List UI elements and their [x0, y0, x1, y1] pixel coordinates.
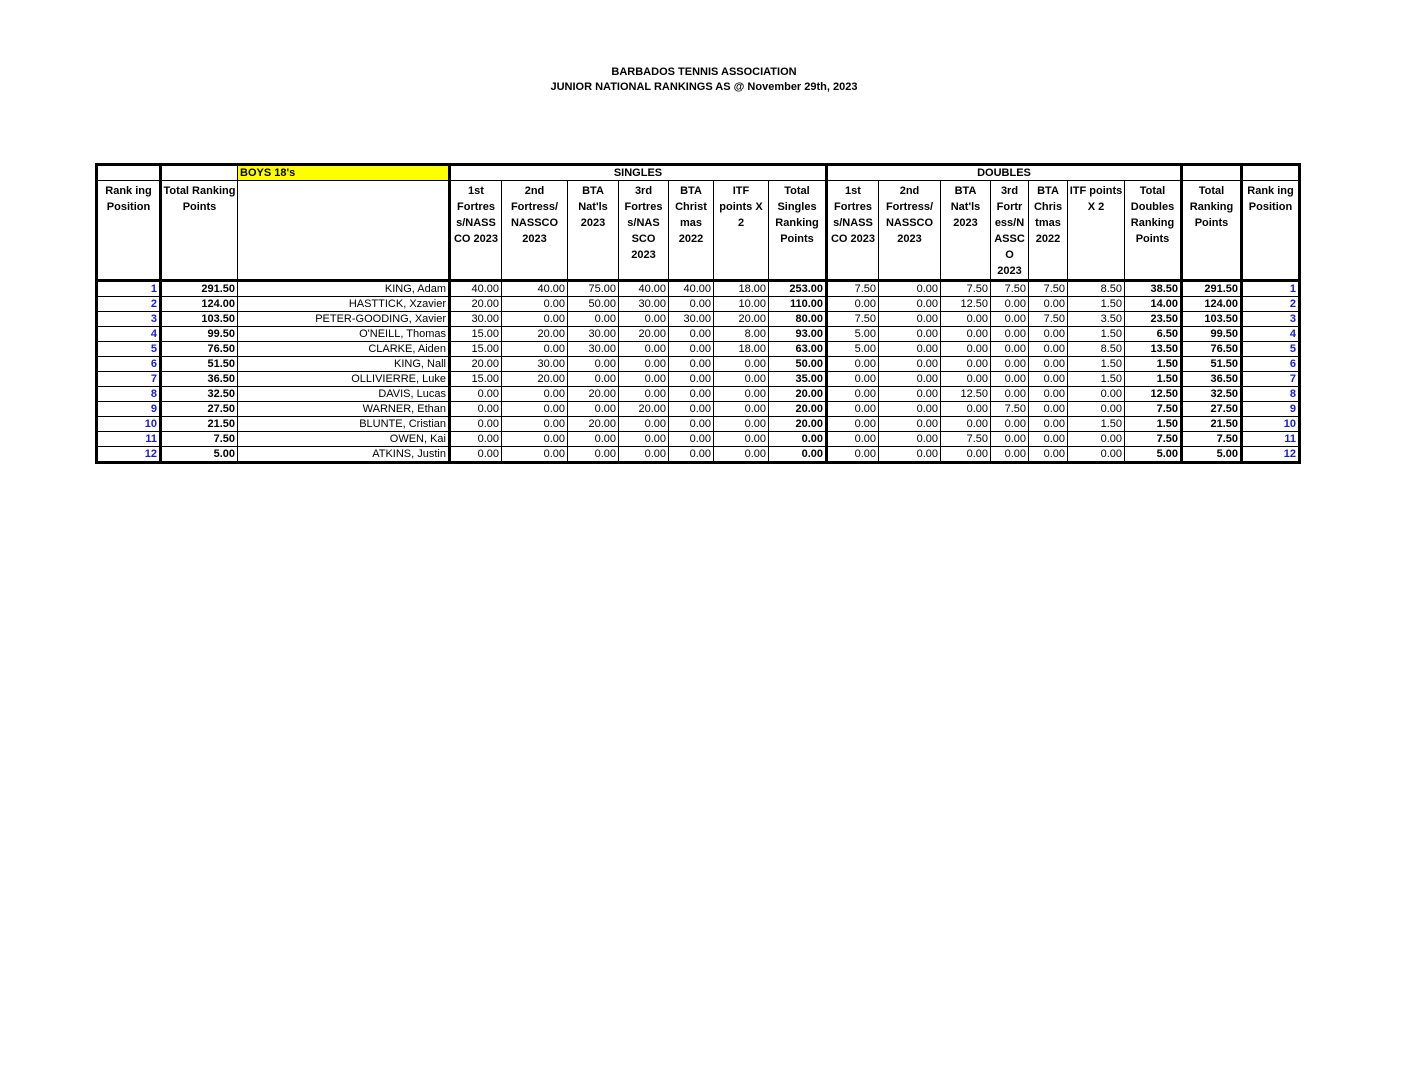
cell-d-bta-nat: 12.50	[941, 297, 991, 312]
cell-total-right: 21.50	[1182, 417, 1242, 432]
cell-total-right: 36.50	[1182, 372, 1242, 387]
cell-d-bta-xmas: 0.00	[1029, 417, 1068, 432]
cell-s-fort3: 0.00	[619, 372, 669, 387]
cell-s-bta-nat: 20.00	[568, 387, 619, 402]
cell-total-left: 32.50	[161, 387, 238, 402]
cell-player-name: BLUNTE, Cristian	[238, 417, 450, 432]
cell-rank-left: 3	[97, 312, 161, 327]
cell-total-right: 27.50	[1182, 402, 1242, 417]
cell-d-fort1: 7.50	[827, 281, 879, 297]
cell-s-itf: 0.00	[714, 417, 769, 432]
cell-s-fort2: 0.00	[502, 342, 568, 357]
cell-d-bta-nat: 0.00	[941, 372, 991, 387]
cell-d-bta-xmas: 7.50	[1029, 281, 1068, 297]
cell-d-fort2: 0.00	[879, 417, 941, 432]
cell-d-itf: 3.50	[1068, 312, 1125, 327]
cell-s-itf: 8.00	[714, 327, 769, 342]
cell-total-left: 124.00	[161, 297, 238, 312]
cell-s-total: 0.00	[769, 432, 827, 447]
cell-d-itf: 1.50	[1068, 417, 1125, 432]
cell-d-total: 6.50	[1125, 327, 1182, 342]
col-d-fort3: 3rd Fortr ess/N ASSC O 2023	[991, 181, 1029, 281]
cell-rank-left: 7	[97, 372, 161, 387]
table-row	[97, 297, 1300, 312]
cell-d-bta-xmas: 0.00	[1029, 447, 1068, 463]
cell-s-bta-nat: 50.00	[568, 297, 619, 312]
cell-d-bta-nat: 12.50	[941, 387, 991, 402]
cell-d-bta-xmas: 0.00	[1029, 357, 1068, 372]
cell-d-fort3: 0.00	[991, 447, 1029, 463]
cell-s-fort3: 0.00	[619, 312, 669, 327]
cell-d-fort2: 0.00	[879, 372, 941, 387]
cell-d-fort1: 0.00	[827, 297, 879, 312]
cell-s-total: 35.00	[769, 372, 827, 387]
cell-s-fort3: 0.00	[619, 342, 669, 357]
cell-total-right: 7.50	[1182, 432, 1242, 447]
org-title: BARBADOS TENNIS ASSOCIATION	[611, 66, 797, 78]
col-rank-left: Rank ing Position	[97, 181, 161, 281]
cell-d-fort2: 0.00	[879, 327, 941, 342]
cell-d-total: 13.50	[1125, 342, 1182, 357]
cell-d-bta-xmas: 0.00	[1029, 327, 1068, 342]
cell-d-itf: 8.50	[1068, 342, 1125, 357]
col-s-total: Total Singles Ranking Points	[769, 181, 827, 281]
cell-s-fort1: 0.00	[450, 447, 502, 463]
cell-s-total: 50.00	[769, 357, 827, 372]
cell-s-fort1: 0.00	[450, 432, 502, 447]
cell-d-total: 1.50	[1125, 417, 1182, 432]
col-d-total: Total Doubles Ranking Points	[1125, 181, 1182, 281]
cell-d-total: 7.50	[1125, 402, 1182, 417]
cell-s-bta-xmas: 0.00	[669, 402, 714, 417]
cell-d-fort2: 0.00	[879, 447, 941, 463]
cell-d-itf: 8.50	[1068, 281, 1125, 297]
cell-s-itf: 0.00	[714, 357, 769, 372]
cell-s-fort2: 40.00	[502, 281, 568, 297]
col-d-fort1: 1st Fortres s/NASS CO 2023	[827, 181, 879, 281]
cell-d-total: 12.50	[1125, 387, 1182, 402]
cell-s-fort3: 0.00	[619, 432, 669, 447]
cell-d-bta-nat: 0.00	[941, 327, 991, 342]
cell-s-total: 20.00	[769, 402, 827, 417]
cell-total-right: 51.50	[1182, 357, 1242, 372]
cell-s-bta-xmas: 0.00	[669, 447, 714, 463]
rankings-subtitle: JUNIOR NATIONAL RANKINGS AS @ November 29th, 2023	[550, 81, 858, 93]
cell-total-right: 124.00	[1182, 297, 1242, 312]
cell-d-bta-nat: 0.00	[941, 312, 991, 327]
col-rank-right: Rank ing Position	[1242, 181, 1300, 281]
cell-d-total: 7.50	[1125, 432, 1182, 447]
cell-d-fort1: 5.00	[827, 327, 879, 342]
cell-s-total: 20.00	[769, 387, 827, 402]
cell-d-fort1: 5.00	[827, 342, 879, 357]
cell-player-name: PETER-GOODING, Xavier	[238, 312, 450, 327]
cell-d-fort2: 0.00	[879, 357, 941, 372]
cell-total-right: 291.50	[1182, 281, 1242, 297]
cell-s-fort3: 0.00	[619, 447, 669, 463]
cell-total-right: 5.00	[1182, 447, 1242, 463]
cell-s-fort1: 30.00	[450, 312, 502, 327]
cell-d-fort2: 0.00	[879, 432, 941, 447]
col-s-fort3: 3rd Fortres s/NAS SCO 2023	[619, 181, 669, 281]
cell-rank-left: 12	[97, 447, 161, 463]
cell-s-fort2: 0.00	[502, 402, 568, 417]
cell-d-bta-nat: 0.00	[941, 357, 991, 372]
cell-s-fort1: 15.00	[450, 342, 502, 357]
cell-d-total: 38.50	[1125, 281, 1182, 297]
cell-s-fort1: 15.00	[450, 327, 502, 342]
cell-total-left: 51.50	[161, 357, 238, 372]
cell-d-fort2: 0.00	[879, 402, 941, 417]
cell-d-bta-xmas: 7.50	[1029, 312, 1068, 327]
cell-rank-right: 5	[1242, 342, 1300, 357]
cell-s-bta-nat: 0.00	[568, 447, 619, 463]
cell-s-bta-xmas: 0.00	[669, 342, 714, 357]
col-s-itf: ITF points X 2	[714, 181, 769, 281]
cell-s-fort2: 0.00	[502, 312, 568, 327]
cell-d-fort2: 0.00	[879, 281, 941, 297]
cell-d-fort1: 0.00	[827, 402, 879, 417]
cell-rank-right: 11	[1242, 432, 1300, 447]
cell-s-total: 0.00	[769, 447, 827, 463]
cell-s-bta-xmas: 0.00	[669, 297, 714, 312]
cell-total-right: 99.50	[1182, 327, 1242, 342]
cell-d-fort3: 0.00	[991, 372, 1029, 387]
cell-player-name: KING, Adam	[238, 281, 450, 297]
cell-rank-left: 9	[97, 402, 161, 417]
cell-total-right: 32.50	[1182, 387, 1242, 402]
cell-d-total: 5.00	[1125, 447, 1182, 463]
cell-total-left: 36.50	[161, 372, 238, 387]
cell-rank-left: 2	[97, 297, 161, 312]
cell-s-fort2: 0.00	[502, 432, 568, 447]
cell-s-itf: 0.00	[714, 447, 769, 463]
cell-total-left: 5.00	[161, 447, 238, 463]
cell-s-bta-xmas: 0.00	[669, 387, 714, 402]
table-row	[97, 312, 1300, 327]
cell-d-fort3: 0.00	[991, 312, 1029, 327]
cell-s-fort1: 40.00	[450, 281, 502, 297]
cell-s-bta-nat: 0.00	[568, 402, 619, 417]
cell-d-fort1: 0.00	[827, 357, 879, 372]
cell-s-fort1: 20.00	[450, 357, 502, 372]
cell-total-right: 103.50	[1182, 312, 1242, 327]
cell-player-name: OWEN, Kai	[238, 432, 450, 447]
cell-s-itf: 0.00	[714, 387, 769, 402]
col-d-bta-nat: BTA Nat'ls 2023	[941, 181, 991, 281]
cell-total-left: 7.50	[161, 432, 238, 447]
cell-s-fort2: 0.00	[502, 417, 568, 432]
cell-d-fort1: 0.00	[827, 387, 879, 402]
singles-group-label: SINGLES	[450, 165, 827, 181]
cell-s-fort3: 20.00	[619, 327, 669, 342]
cell-player-name: CLARKE, Aiden	[238, 342, 450, 357]
cell-d-total: 1.50	[1125, 357, 1182, 372]
col-total-right: Total Ranking Points	[1182, 181, 1242, 281]
cell-player-name: O'NEILL, Thomas	[238, 327, 450, 342]
cell-d-fort2: 0.00	[879, 342, 941, 357]
col-d-fort2: 2nd Fortress/ NASSCO 2023	[879, 181, 941, 281]
cell-rank-right: 2	[1242, 297, 1300, 312]
cell-rank-left: 10	[97, 417, 161, 432]
blank-cell	[97, 165, 161, 181]
cell-total-left: 291.50	[161, 281, 238, 297]
cell-s-fort3: 30.00	[619, 297, 669, 312]
rankings-body	[97, 281, 1300, 463]
cell-s-total: 80.00	[769, 312, 827, 327]
cell-total-left: 76.50	[161, 342, 238, 357]
cell-d-fort2: 0.00	[879, 297, 941, 312]
cell-d-bta-nat: 0.00	[941, 342, 991, 357]
cell-player-name: HASTTICK, Xzavier	[238, 297, 450, 312]
blank-cell	[1182, 165, 1242, 181]
cell-player-name: KING, Nall	[238, 357, 450, 372]
cell-s-itf: 18.00	[714, 281, 769, 297]
cell-s-fort3: 0.00	[619, 417, 669, 432]
cell-s-fort1: 0.00	[450, 387, 502, 402]
table-row	[97, 342, 1300, 357]
cell-rank-right: 1	[1242, 281, 1300, 297]
cell-rank-right: 8	[1242, 387, 1300, 402]
cell-d-itf: 0.00	[1068, 447, 1125, 463]
cell-s-bta-xmas: 0.00	[669, 417, 714, 432]
cell-s-bta-nat: 20.00	[568, 417, 619, 432]
cell-d-bta-nat: 0.00	[941, 402, 991, 417]
cell-s-itf: 0.00	[714, 432, 769, 447]
cell-s-total: 93.00	[769, 327, 827, 342]
cell-rank-left: 11	[97, 432, 161, 447]
cell-rank-right: 6	[1242, 357, 1300, 372]
cell-rank-left: 8	[97, 387, 161, 402]
cell-d-fort1: 0.00	[827, 447, 879, 463]
blank-cell	[1242, 165, 1300, 181]
cell-s-total: 253.00	[769, 281, 827, 297]
col-d-bta-xmas: BTA Chris tmas 2022	[1029, 181, 1068, 281]
cell-s-itf: 20.00	[714, 312, 769, 327]
col-name	[238, 181, 450, 281]
cell-d-itf: 1.50	[1068, 357, 1125, 372]
cell-d-bta-xmas: 0.00	[1029, 432, 1068, 447]
cell-d-fort2: 0.00	[879, 387, 941, 402]
cell-d-fort3: 0.00	[991, 327, 1029, 342]
cell-s-fort3: 40.00	[619, 281, 669, 297]
cell-d-bta-xmas: 0.00	[1029, 387, 1068, 402]
cell-rank-right: 10	[1242, 417, 1300, 432]
cell-s-fort2: 0.00	[502, 297, 568, 312]
cell-s-bta-nat: 0.00	[568, 312, 619, 327]
cell-d-fort1: 7.50	[827, 312, 879, 327]
col-s-bta-nat: BTA Nat'ls 2023	[568, 181, 619, 281]
cell-d-fort3: 0.00	[991, 417, 1029, 432]
cell-s-fort2: 0.00	[502, 387, 568, 402]
table-row	[97, 447, 1300, 463]
cell-s-bta-xmas: 0.00	[669, 357, 714, 372]
blank-cell	[161, 165, 238, 181]
cell-s-itf: 0.00	[714, 372, 769, 387]
table-row	[97, 387, 1300, 402]
cell-player-name: OLLIVIERRE, Luke	[238, 372, 450, 387]
cell-s-fort3: 0.00	[619, 387, 669, 402]
cell-d-bta-xmas: 0.00	[1029, 342, 1068, 357]
cell-d-fort3: 0.00	[991, 432, 1029, 447]
cell-s-fort1: 20.00	[450, 297, 502, 312]
cell-rank-left: 1	[97, 281, 161, 297]
cell-d-total: 14.00	[1125, 297, 1182, 312]
col-s-fort2: 2nd Fortress/ NASSCO 2023	[502, 181, 568, 281]
cell-s-itf: 18.00	[714, 342, 769, 357]
doubles-group-label: DOUBLES	[827, 165, 1182, 181]
cell-d-fort3: 7.50	[991, 281, 1029, 297]
cell-d-fort1: 0.00	[827, 417, 879, 432]
table-row	[97, 402, 1300, 417]
cell-s-bta-nat: 0.00	[568, 372, 619, 387]
col-s-fort1: 1st Fortres s/NASS CO 2023	[450, 181, 502, 281]
cell-s-bta-xmas: 0.00	[669, 432, 714, 447]
cell-s-fort1: 0.00	[450, 417, 502, 432]
cell-d-itf: 1.50	[1068, 297, 1125, 312]
cell-s-itf: 0.00	[714, 402, 769, 417]
cell-d-fort1: 0.00	[827, 432, 879, 447]
cell-d-fort3: 0.00	[991, 357, 1029, 372]
cell-rank-left: 4	[97, 327, 161, 342]
cell-d-itf: 0.00	[1068, 402, 1125, 417]
cell-s-fort2: 20.00	[502, 327, 568, 342]
cell-s-total: 110.00	[769, 297, 827, 312]
cell-d-fort3: 0.00	[991, 387, 1029, 402]
cell-total-right: 76.50	[1182, 342, 1242, 357]
cell-rank-right: 12	[1242, 447, 1300, 463]
column-header-row	[97, 181, 1300, 281]
cell-total-left: 21.50	[161, 417, 238, 432]
cell-s-bta-nat: 75.00	[568, 281, 619, 297]
table-row	[97, 357, 1300, 372]
cell-d-bta-nat: 7.50	[941, 281, 991, 297]
cell-total-left: 99.50	[161, 327, 238, 342]
cell-s-fort2: 30.00	[502, 357, 568, 372]
cell-player-name: DAVIS, Lucas	[238, 387, 450, 402]
cell-rank-left: 5	[97, 342, 161, 357]
table-row	[97, 432, 1300, 447]
cell-d-fort3: 0.00	[991, 342, 1029, 357]
cell-d-total: 1.50	[1125, 372, 1182, 387]
cell-s-fort2: 0.00	[502, 447, 568, 463]
cell-d-bta-xmas: 0.00	[1029, 372, 1068, 387]
cell-player-name: ATKINS, Justin	[238, 447, 450, 463]
col-d-itf: ITF points X 2	[1068, 181, 1125, 281]
cell-s-bta-nat: 30.00	[568, 327, 619, 342]
cell-d-fort2: 0.00	[879, 312, 941, 327]
cell-s-bta-nat: 30.00	[568, 342, 619, 357]
cell-rank-right: 7	[1242, 372, 1300, 387]
cell-s-bta-xmas: 0.00	[669, 372, 714, 387]
cell-s-itf: 10.00	[714, 297, 769, 312]
cell-d-itf: 1.50	[1068, 372, 1125, 387]
cell-s-total: 63.00	[769, 342, 827, 357]
cell-d-bta-xmas: 0.00	[1029, 402, 1068, 417]
col-s-bta-xmas: BTA Christ mas 2022	[669, 181, 714, 281]
rankings-table	[95, 163, 1301, 464]
table-row	[97, 417, 1300, 432]
table-row	[97, 327, 1300, 342]
cell-total-left: 27.50	[161, 402, 238, 417]
table-row	[97, 281, 1300, 297]
category-label: BOYS 18's	[238, 165, 450, 181]
cell-d-bta-xmas: 0.00	[1029, 297, 1068, 312]
cell-total-left: 103.50	[161, 312, 238, 327]
cell-s-bta-xmas: 0.00	[669, 327, 714, 342]
cell-s-bta-nat: 0.00	[568, 432, 619, 447]
cell-s-fort2: 20.00	[502, 372, 568, 387]
cell-s-bta-xmas: 40.00	[669, 281, 714, 297]
cell-s-bta-xmas: 30.00	[669, 312, 714, 327]
cell-d-itf: 1.50	[1068, 327, 1125, 342]
cell-d-bta-nat: 0.00	[941, 417, 991, 432]
cell-d-fort3: 7.50	[991, 402, 1029, 417]
cell-s-fort3: 0.00	[619, 357, 669, 372]
cell-rank-right: 3	[1242, 312, 1300, 327]
cell-rank-right: 9	[1242, 402, 1300, 417]
cell-player-name: WARNER, Ethan	[238, 402, 450, 417]
cell-rank-left: 6	[97, 357, 161, 372]
cell-rank-right: 4	[1242, 327, 1300, 342]
table-row	[97, 372, 1300, 387]
cell-d-itf: 0.00	[1068, 387, 1125, 402]
cell-d-total: 23.50	[1125, 312, 1182, 327]
cell-d-fort3: 0.00	[991, 297, 1029, 312]
col-total-left: Total Ranking Points	[161, 181, 238, 281]
cell-s-total: 20.00	[769, 417, 827, 432]
group-header-row	[97, 165, 1300, 181]
cell-d-bta-nat: 7.50	[941, 432, 991, 447]
cell-d-fort1: 0.00	[827, 372, 879, 387]
cell-d-itf: 0.00	[1068, 432, 1125, 447]
cell-s-fort1: 15.00	[450, 372, 502, 387]
cell-s-fort1: 0.00	[450, 402, 502, 417]
cell-s-fort3: 20.00	[619, 402, 669, 417]
cell-d-bta-nat: 0.00	[941, 447, 991, 463]
cell-s-bta-nat: 0.00	[568, 357, 619, 372]
